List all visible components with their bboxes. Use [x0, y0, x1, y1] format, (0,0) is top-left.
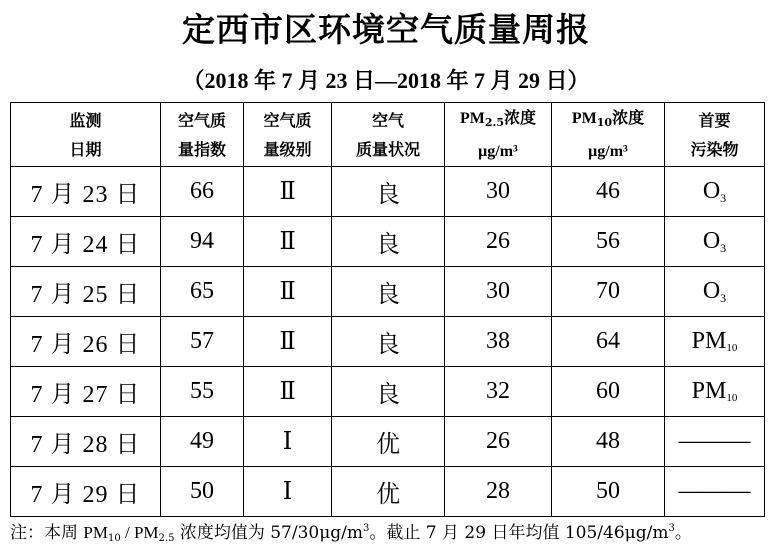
cell-date: 7 月 24 日: [11, 217, 161, 267]
footnote: [10, 518, 772, 544]
header-pm10: [552, 103, 665, 167]
table-row: [11, 417, 765, 467]
header-aqi-line2: 量指数: [177, 139, 226, 159]
header-grade-line2: 量级别: [263, 139, 312, 159]
cell-quality: 优: [332, 417, 445, 467]
cell-grade: Ⅰ: [244, 417, 332, 467]
note-end: 。: [674, 523, 692, 543]
cell-pollutant: [665, 317, 765, 367]
pollutant-name: ———: [678, 478, 751, 504]
note-sup2: 3: [668, 523, 675, 534]
cell-pollutant: [665, 367, 765, 417]
header-pm10-line1: [552, 103, 664, 137]
cell-date: 7 月 28 日: [11, 417, 161, 467]
header-quality: [332, 103, 445, 167]
cell-pm10: 70: [552, 267, 665, 317]
cell-pollutant: [665, 167, 765, 217]
cell-pollutant: [665, 217, 765, 267]
header-pm10-unit: μg/m³: [588, 143, 628, 160]
cell-pm10: 50: [552, 467, 665, 517]
cell-pollutant: [665, 467, 765, 517]
cell-grade: Ⅱ: [244, 217, 332, 267]
table-row: [11, 167, 765, 217]
cell-aqi: 94: [161, 217, 244, 267]
header-pollutant: [665, 103, 765, 167]
header-aqi-line1: 空气质: [177, 110, 226, 130]
pollutant-name: O: [702, 177, 721, 204]
cell-pm25: 30: [445, 267, 552, 317]
table-row: [11, 317, 765, 367]
table-row: [11, 467, 765, 517]
cell-pollutant: [665, 417, 765, 467]
report-date-range: （2018 年 7 月 23 日—2018 年 7 月 29 日）: [182, 68, 590, 93]
cell-quality: 良: [332, 367, 445, 417]
cell-quality: 良: [332, 317, 445, 367]
note-sep: /: [120, 523, 134, 542]
cell-grade: Ⅱ: [244, 167, 332, 217]
note-sup1: 3: [363, 523, 370, 534]
header-quality-line1: 空气: [371, 110, 404, 130]
pollutant-sub: 3: [720, 240, 727, 255]
pollutant-name: ———: [678, 428, 751, 454]
cell-aqi: 55: [161, 367, 244, 417]
note-pm10-sub: 10: [107, 533, 121, 544]
cell-grade: Ⅰ: [244, 467, 332, 517]
note-pm10: PM: [83, 523, 108, 542]
header-date-line1: 监测: [69, 110, 102, 130]
cell-pm25: 38: [445, 317, 552, 367]
cell-quality: 良: [332, 167, 445, 217]
header-pm25-sub: 2.5: [484, 116, 504, 129]
cell-pm10: 56: [552, 217, 665, 267]
cell-grade: Ⅱ: [244, 317, 332, 367]
cell-date: 7 月 27 日: [11, 367, 161, 417]
pollutant-sub: 3: [720, 190, 727, 205]
header-pm10-pm: PM: [571, 110, 597, 127]
note-prefix: 注：本周: [10, 523, 84, 543]
header-pollutant-line2: 污染物: [690, 139, 739, 159]
header-pm25-pm: PM: [459, 110, 485, 127]
pollutant-name: O: [702, 277, 721, 304]
air-quality-table: [10, 102, 765, 517]
pollutant-name: PM: [691, 328, 727, 354]
header-quality-line2: 质量状况: [355, 139, 420, 159]
header-date-line2: 日期: [69, 139, 102, 159]
cell-pm10: 64: [552, 317, 665, 367]
table-row: [11, 367, 765, 417]
table-header-row: [11, 103, 765, 167]
cell-pm10: 46: [552, 167, 665, 217]
cell-aqi: 66: [161, 167, 244, 217]
header-pollutant-line1: 首要: [698, 110, 731, 130]
note-mid2: 。截止 7 月 29 日年均值 105/46μg/m: [369, 523, 669, 543]
pollutant-sub: 3: [720, 290, 727, 305]
note-mid: 浓度均值为 57/30μg/m: [174, 523, 364, 543]
note-pm25: PM: [133, 523, 159, 542]
cell-aqi: 65: [161, 267, 244, 317]
cell-date: 7 月 26 日: [11, 317, 161, 367]
cell-date: 7 月 23 日: [11, 167, 161, 217]
cell-pm25: 26: [445, 417, 552, 467]
cell-pm25: 26: [445, 217, 552, 267]
cell-aqi: 49: [161, 417, 244, 467]
cell-aqi: 57: [161, 317, 244, 367]
header-date: [11, 103, 161, 167]
cell-pm25: 30: [445, 167, 552, 217]
pollutant-sub: 10: [726, 392, 738, 404]
table-body: [11, 167, 765, 517]
header-pm25-line1: [445, 103, 551, 137]
cell-pollutant: [665, 267, 765, 317]
note-pm25-sub: 2.5: [158, 533, 175, 544]
table-row: [11, 217, 765, 267]
cell-grade: Ⅱ: [244, 267, 332, 317]
cell-date: 7 月 29 日: [11, 467, 161, 517]
cell-date: 7 月 25 日: [11, 267, 161, 317]
header-pm10-sub: 10: [596, 116, 613, 129]
cell-quality: 优: [332, 467, 445, 517]
header-grade: [244, 103, 332, 167]
header-aqi: [161, 103, 244, 167]
cell-pm10: 48: [552, 417, 665, 467]
header-pm25-unit: μg/m³: [478, 143, 518, 160]
table-row: [11, 267, 765, 317]
pollutant-name: PM: [691, 378, 727, 404]
cell-pm10: 60: [552, 367, 665, 417]
pollutant-name: O: [702, 227, 721, 254]
cell-quality: 良: [332, 267, 445, 317]
cell-pm25: 32: [445, 367, 552, 417]
report-title: 定西市区环境空气质量周报: [182, 10, 590, 49]
pollutant-sub: 10: [726, 342, 738, 354]
header-pm10-text: 浓度: [612, 108, 645, 127]
header-pm25-text: 浓度: [504, 108, 537, 127]
cell-quality: 良: [332, 217, 445, 267]
cell-pm25: 28: [445, 467, 552, 517]
cell-aqi: 50: [161, 467, 244, 517]
header-pm25: [445, 103, 552, 167]
cell-grade: Ⅱ: [244, 367, 332, 417]
header-grade-line1: 空气质: [263, 110, 312, 130]
